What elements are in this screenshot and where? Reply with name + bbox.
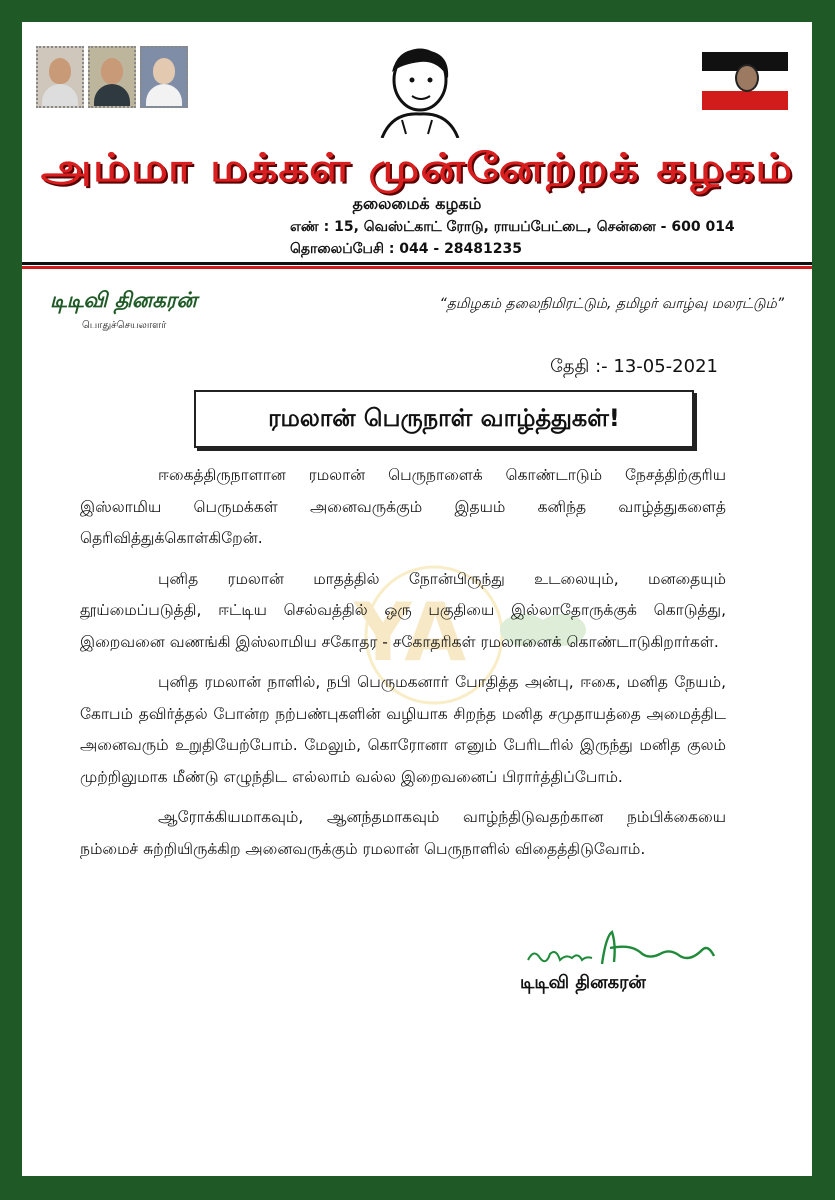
portrait-stamp bbox=[36, 46, 84, 108]
divider bbox=[22, 262, 812, 265]
handwritten-signature bbox=[520, 926, 720, 974]
letter-title: ரமலான் பெருநாள் வாழ்த்துகள்! bbox=[194, 390, 694, 448]
signature-name: டிடிவி தினகரன் bbox=[520, 972, 646, 993]
headquarters-label: தலைமைக் கழகம் bbox=[352, 194, 482, 213]
party-name: அம்மா மக்கள் முன்னேற்றக் கழகம் bbox=[40, 144, 794, 191]
body-paragraph: புனித ரமலான் நாளில், நபி பெருமகனார் போதித்த அன்பு, ஈகை, மனித நேயம், கோபம் தவிர்த்தல் போன்ற நற்பண்புகளின் வழியாக சிறந்த மனித சமுதாயத்தை அமைத்திட அனைவரும் உறுதியேற்போம். மேலும், கொரோனா எனும் பேரிடரில் இருந்து மனித குலம் முற்றிலுமாக மீண்டு எழுந்திட எல்லாம் வல்ல இறைவனைப் பிரார்த்திப்போம். bbox=[80, 673, 726, 786]
letter-date: தேதி :- 13-05-2021 bbox=[550, 356, 718, 377]
leader-portraits bbox=[36, 46, 188, 108]
letter-page bbox=[22, 22, 812, 1176]
leader-sketch-image bbox=[372, 42, 462, 138]
phone-number: தொலைப்பேசி : 044 - 28481235 bbox=[290, 241, 522, 257]
sender-name: டிடிவி தினகரன் bbox=[50, 288, 197, 312]
letter-body bbox=[80, 460, 726, 874]
party-flag-icon bbox=[702, 52, 788, 110]
sender-role: பொதுச்செயலாளர் bbox=[82, 320, 167, 331]
party-motto: “தமிழகம் தலைநிமிரட்டும், தமிழர் வாழ்வு மலரட்டும்” bbox=[439, 296, 784, 312]
divider bbox=[22, 266, 812, 269]
portrait-stamp bbox=[88, 46, 136, 108]
body-paragraph: ஆரோக்கியமாகவும், ஆனந்தமாகவும் வாழ்ந்திடுவதற்கான நம்பிக்கையை நம்மைச் சுற்றியிருக்கிற அனைவருக்கும் ரமலான் பெருநாளில் விதைத்திடுவோம். bbox=[80, 808, 726, 858]
watermark-text: YA bbox=[354, 586, 467, 679]
address: எண் : 15, வெஸ்ட்காட் ரோடு, ராயப்பேட்டை, சென்னை - 600 014 bbox=[290, 219, 735, 235]
body-paragraph: புனித ரமலான் மாதத்தில் நோன்பிருந்து உடலையும், மனதையும் தூய்மைப்படுத்தி, ஈட்டிய செல்வத்தில் ஒரு பகுதியை இல்லாதோருக்குக் கொடுத்து, இறைவனை வணங்கி இஸ்லாமிய சகோதர - சகோதரிகள் ரமலானைக் கொண்டாடுகிறார்கள். bbox=[80, 569, 726, 651]
portrait-stamp bbox=[140, 46, 188, 108]
body-paragraph: ஈகைத்திருநாளான ரமலான் பெருநாளைக் கொண்டாடும் நேசத்திற்குரிய இஸ்லாமிய பெருமக்கள் அனைவருக்கும் இதயம் கனிந்த வாழ்த்துகளைத் தெரிவித்துக்கொள்கிறேன். bbox=[80, 466, 726, 547]
